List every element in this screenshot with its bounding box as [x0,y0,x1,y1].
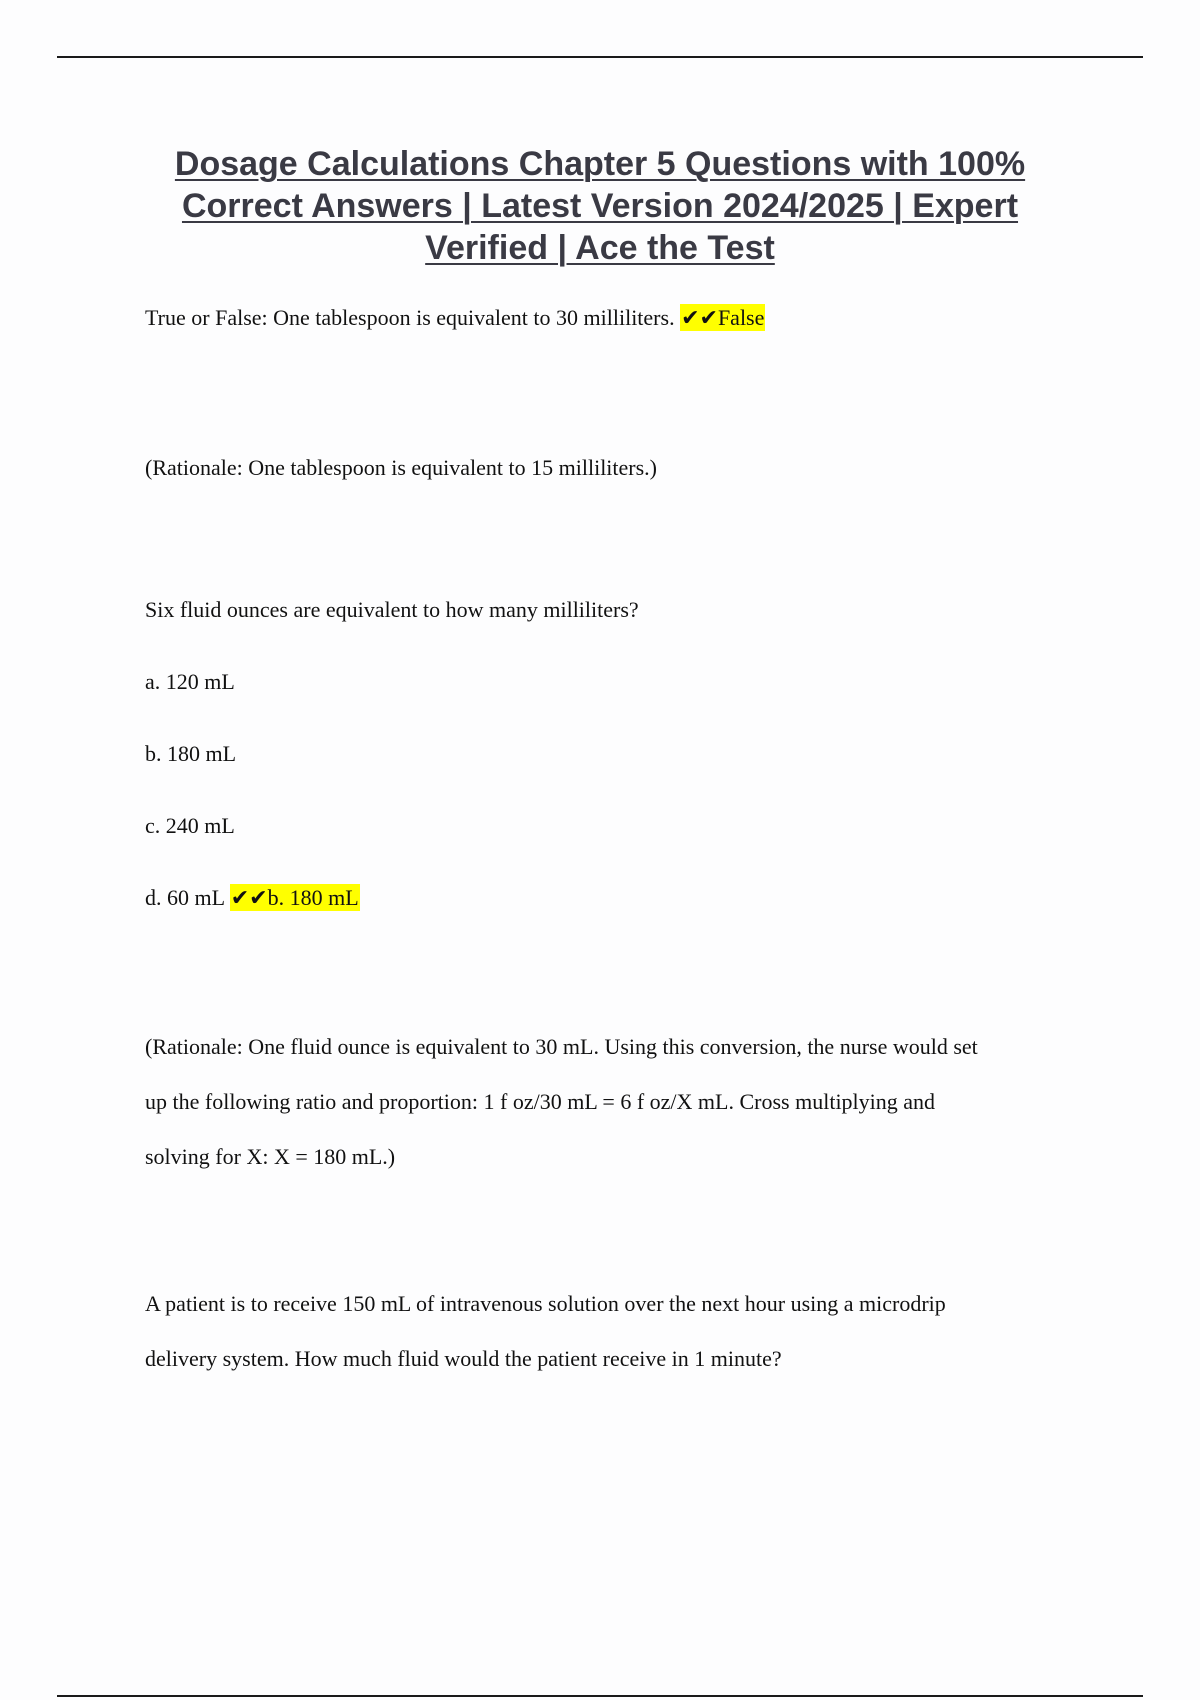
question-2-option-b: b. 180 mL [145,741,237,766]
footer-rule [57,1695,1143,1697]
question-2-option-a: a. 120 mL [145,669,235,694]
question-2-option-d [145,885,360,911]
question-1-rationale: (Rationale: One tablespoon is equivalent to 15 milliliters.) [145,455,658,480]
question-2-option-d-text: d. 60 mL [145,885,225,910]
question-2-rationale-line-3: solving for X: X = 180 mL.) [145,1144,396,1169]
question-3-line-2: delivery system. How much fluid would the patient receive in 1 minute? [145,1346,782,1371]
question-2-text: Six fluid ounces are equivalent to how many milliliters? [145,597,639,622]
question-3-line-1: A patient is to receive 150 mL of intravenous solution over the next hour using a microdrip [145,1291,946,1316]
question-1-text: True or False: One tablespoon is equivalent to 30 milliliters. [145,305,675,330]
question-2-option-c: c. 240 mL [145,813,235,838]
header-rule [57,56,1143,58]
question-1-answer: ✔✔False [681,305,765,330]
question-2-rationale-line-1: (Rationale: One fluid ounce is equivalent to 30 mL. Using this conversion, the nurse would set [145,1034,978,1059]
document-title: Dosage Calculations Chapter 5 Questions with 100% Correct Answers | Latest Version 2024/2025 | Expert Verified | Ace the Test [174,145,1026,267]
question-2-answer: ✔✔b. 180 mL [230,885,359,910]
question-1 [145,305,765,331]
question-2-rationale-line-2: up the following ratio and proportion: 1 f oz/30 mL = 6 f oz/X mL. Cross multiplying and [145,1089,936,1114]
